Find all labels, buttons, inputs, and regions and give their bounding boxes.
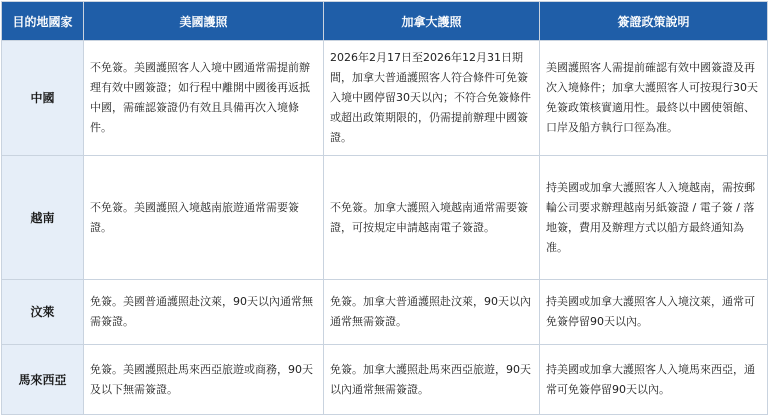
us-passport-cell: 免簽。美國護照赴馬來西亞旅遊或商務，90天及以下無需簽證。 — [84, 345, 324, 415]
header-ca-passport: 加拿大護照 — [324, 2, 540, 41]
policy-note-cell: 持美國或加拿大護照客人入境汶萊，通常可免簽停留90天以內。 — [540, 279, 768, 344]
table-row — [2, 41, 768, 156]
header-destination: 目的地國家 — [2, 2, 84, 41]
table-row — [2, 156, 768, 280]
table-row — [2, 279, 768, 344]
ca-passport-cell: 不免簽。加拿大護照入境越南通常需要簽證，可按規定申請越南電子簽證。 — [324, 156, 540, 280]
policy-note-cell: 持美國或加拿大護照客人入境馬來西亞，通常可免簽停留90天以內。 — [540, 345, 768, 415]
policy-note-cell: 持美國或加拿大護照客人入境越南，需按郵輪公司要求辦理越南另紙簽證 / 電子簽 / 落地簽，費用及辦理方式以船方最終通知為准。 — [540, 156, 768, 280]
country-cell: 越南 — [2, 156, 84, 280]
table-header-row — [2, 2, 768, 41]
header-policy-note: 簽證政策說明 — [540, 2, 768, 41]
ca-passport-cell: 免簽。加拿大護照赴馬來西亞旅遊，90天以內通常無需簽證。 — [324, 345, 540, 415]
country-cell: 中國 — [2, 41, 84, 156]
table-row — [2, 345, 768, 415]
ca-passport-cell: 2026年2月17日至2026年12月31日期間，加拿大普通護照客人符合條件可免簽入境中國停留30天以內；不符合免簽條件或超出政策期限的，仍需提前辦理中國簽證。 — [324, 41, 540, 156]
us-passport-cell: 不免簽。美國護照客人入境中國通常需提前辦理有效中國簽證；如行程中離開中國後再返抵中國，需確認簽證仍有效且具備再次入境條件。 — [84, 41, 324, 156]
country-cell: 馬來西亞 — [2, 345, 84, 415]
us-passport-cell: 不免簽。美國護照入境越南旅遊通常需要簽證。 — [84, 156, 324, 280]
country-cell: 汶萊 — [2, 279, 84, 344]
ca-passport-cell: 免簽。加拿大普通護照赴汶萊，90天以內通常無需簽證。 — [324, 279, 540, 344]
header-us-passport: 美國護照 — [84, 2, 324, 41]
us-passport-cell: 免簽。美國普通護照赴汶萊，90天以內通常無需簽證。 — [84, 279, 324, 344]
visa-policy-table-container — [1, 1, 767, 415]
visa-policy-table — [1, 1, 768, 415]
policy-note-cell: 美國護照客人需提前確認有效中國簽證及再次入境條件；加拿大護照客人可按現行30天免簽政策核實適用性。最終以中國使領館、口岸及船方執行口徑為准。 — [540, 41, 768, 156]
